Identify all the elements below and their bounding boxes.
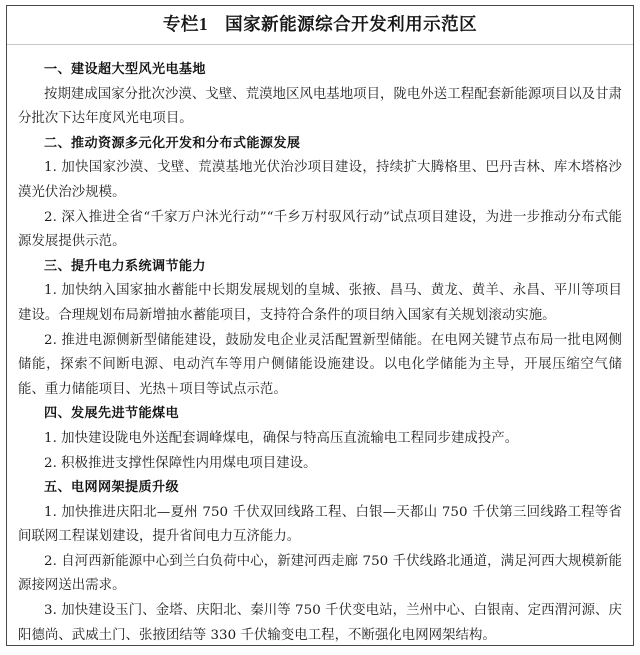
section-2-paragraph-1: 1. 加快国家沙漠、戈壁、荒漠基地光伏治沙项目建设，持续扩大腾格里、巴丹吉林、库木塔格沙漠光伏治沙规模。 xyxy=(18,160,622,200)
section-3-paragraph-2: 2. 推进电源侧新型储能建设，鼓励发电企业灵活配置新型储能。在电网关键节点布局一批电网侧储能，探索不间断电源、电动汽车等用户侧储能设施建设。以电化学储能为主导，开展压缩空气储能、重力储能项目、光热＋项目等试点示范。 xyxy=(18,332,622,397)
callout-box xyxy=(6,5,634,646)
section-heading-3: 三、提升电力系统调节能力 xyxy=(44,258,206,274)
section-heading-1: 一、建设超大型风光电基地 xyxy=(44,62,206,77)
callout-number: 1 xyxy=(198,13,209,34)
section-5-paragraph-2: 2. 自河西新能源中心到兰白负荷中心，新建河西走廊 750 千伏线路北通道，满足河西大规模新能源接网送出需求。 xyxy=(18,553,622,594)
callout-label: 专栏 xyxy=(162,14,199,35)
callout-body xyxy=(7,45,633,645)
callout-title xyxy=(162,13,478,35)
section-heading-2: 二、推动资源多元化开发和分布式能源发展 xyxy=(44,135,301,151)
section-1-paragraph-1: 按期建成国家分批次沙漠、戈壁、荒漠地区风电基地项目，陇电外送工程配套新能源项目以及甘肃分批次下达年度风光电项目。 xyxy=(18,86,622,127)
section-5-paragraph-1: 1. 加快推进庆阳北—夏州 750 千伏双回线路工程、白银—天都山 750 千伏第三回线路工程等省间联网工程谋划建设，提升省间电力互济能力。 xyxy=(18,504,622,545)
section-2-paragraph-2: 2. 深入推进全省“千家万户沐光行动”“千乡万村驭风行动”试点项目建设，为进一步推动分布式能源发展提供示范。 xyxy=(18,209,622,250)
section-4-paragraph-2: 2. 积极推进支撑性保障性内用煤电项目建设。 xyxy=(44,455,317,471)
callout-title-text: 国家新能源综合开发利用示范区 xyxy=(225,14,478,35)
section-heading-4: 四、发展先进节能煤电 xyxy=(44,406,179,422)
section-5-paragraph-3: 3. 加快建设玉门、金塔、庆阳北、秦川等 750 千伏变电站，兰州中心、白银南、定西渭河源、庆阳德尚、武威土门、张掖团结等 330 千伏输变电工程，不断强化电网网架结构。 xyxy=(18,603,622,643)
section-heading-5: 五、电网网架提质升级 xyxy=(44,480,179,496)
section-4-paragraph-1: 1. 加快建设陇电外送配套调峰煤电，确保与特高压直流输电工程同步建成投产。 xyxy=(44,430,519,446)
callout-title-band xyxy=(7,6,633,45)
section-3-paragraph-1: 1. 加快纳入国家抽水蓄能中长期发展规划的皇城、张掖、昌马、黄龙、黄羊、永昌、平川等项目建设。合理规划布局新增抽水蓄能项目，支持符合条件的项目纳入国家有关规划滚动实施。 xyxy=(18,283,622,323)
